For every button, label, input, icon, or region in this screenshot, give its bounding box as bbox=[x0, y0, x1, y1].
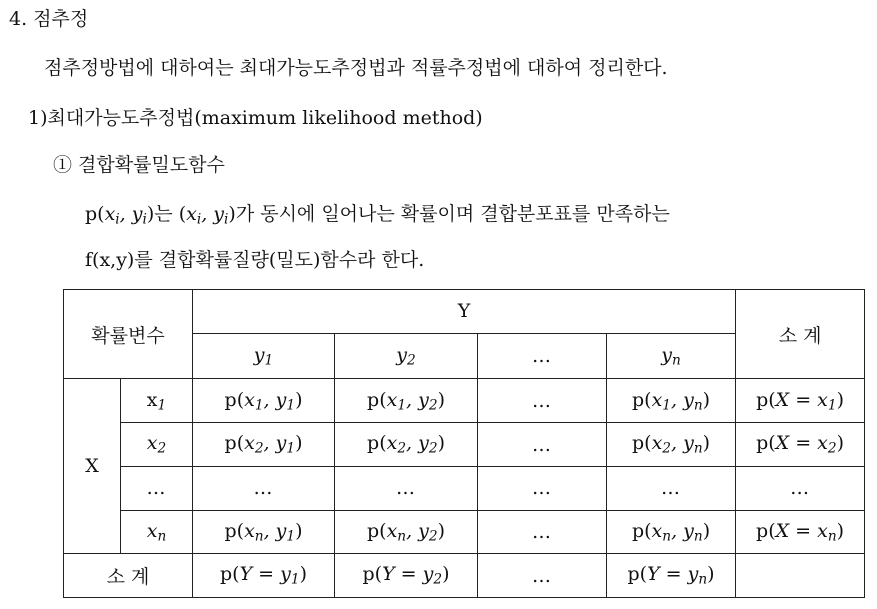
marginal-x-cell: p(X = x2) bbox=[736, 423, 865, 467]
marginal-y-cell: … bbox=[478, 554, 607, 598]
p-prefix: p( bbox=[85, 203, 105, 225]
y-col-header-4: yn bbox=[607, 333, 736, 379]
joint-cell: p(x2, y2) bbox=[335, 423, 478, 467]
x-row-header-1: x1 bbox=[121, 379, 193, 423]
header-row bbox=[64, 290, 865, 334]
marginal-y-cell: p(Y = yn) bbox=[607, 554, 736, 598]
section-heading: 4. 점추정 bbox=[9, 8, 89, 30]
joint-cell: p(x2, y1) bbox=[193, 423, 335, 467]
x-row-header-3: … bbox=[121, 466, 193, 510]
footer-empty-cell bbox=[736, 554, 865, 598]
math-xi-yi: xi, yi bbox=[104, 203, 147, 228]
paragraph-line-2 bbox=[85, 248, 424, 272]
header-random-variable: 확률변수 bbox=[64, 290, 193, 379]
marginal-x-cell: p(X = x1) bbox=[736, 379, 865, 423]
header-subtotal: 소 계 bbox=[736, 290, 865, 379]
joint-cell: … bbox=[193, 466, 335, 510]
marginal-y-cell: p(Y = y2) bbox=[335, 554, 478, 598]
para-segment-1: 는 ( bbox=[154, 203, 187, 225]
joint-cell: p(x1, y1) bbox=[193, 379, 335, 423]
x-row-header-4: xn bbox=[121, 510, 193, 554]
fxy-label: f(x,y) bbox=[85, 249, 135, 271]
para-segment-2: )가 동시에 일어나는 확률이며 결합분포표를 만족하는 bbox=[228, 203, 670, 225]
item-heading: ① 결합확률밀도함수 bbox=[53, 154, 225, 176]
subheading: 1)최대가능도추정법(maximum likelihood method) bbox=[28, 107, 483, 129]
joint-probability-table bbox=[63, 289, 865, 598]
table-row bbox=[64, 379, 865, 423]
y-col-header-2: y2 bbox=[335, 333, 478, 379]
marginal-x-cell: p(X = xn) bbox=[736, 510, 865, 554]
y-col-header-1: y1 bbox=[193, 333, 335, 379]
joint-cell: … bbox=[607, 466, 736, 510]
footer-row bbox=[64, 554, 865, 598]
intro-text: 점추정방법에 대하여는 최대가능도추정법과 적률추정법에 대하여 정리한다. bbox=[44, 57, 668, 79]
joint-cell: p(x2, yn) bbox=[607, 423, 736, 467]
math-xi-yi-2: xi, yi bbox=[186, 203, 229, 228]
table-row bbox=[64, 466, 865, 510]
joint-cell: … bbox=[478, 510, 607, 554]
joint-cell: p(x1, y2) bbox=[335, 379, 478, 423]
joint-cell: p(xn, y2) bbox=[335, 510, 478, 554]
joint-cell: p(x1, yn) bbox=[607, 379, 736, 423]
x-row-header-2: x2 bbox=[121, 423, 193, 467]
joint-cell: … bbox=[335, 466, 478, 510]
marginal-x-cell: … bbox=[736, 466, 865, 510]
table-row bbox=[64, 510, 865, 554]
joint-cell: p(xn, yn) bbox=[607, 510, 736, 554]
joint-cell: … bbox=[478, 423, 607, 467]
y-col-header-3: … bbox=[478, 333, 607, 379]
row-var-x: X bbox=[64, 379, 121, 554]
para-line-2-text: 를 결합확률질량(밀도)함수라 한다. bbox=[134, 249, 425, 271]
joint-cell: … bbox=[478, 466, 607, 510]
header-y: Y bbox=[193, 290, 736, 334]
joint-cell: p(xn, y1) bbox=[193, 510, 335, 554]
paragraph-line-1: p(xi, yi)는 (xi, yi)가 동시에 일어나는 확률이며 결합분포표를 만족하는 bbox=[85, 203, 670, 228]
footer-subtotal-label: 소 계 bbox=[64, 554, 193, 598]
joint-cell: … bbox=[478, 379, 607, 423]
marginal-y-cell: p(Y = y1) bbox=[193, 554, 335, 598]
table-row bbox=[64, 423, 865, 467]
